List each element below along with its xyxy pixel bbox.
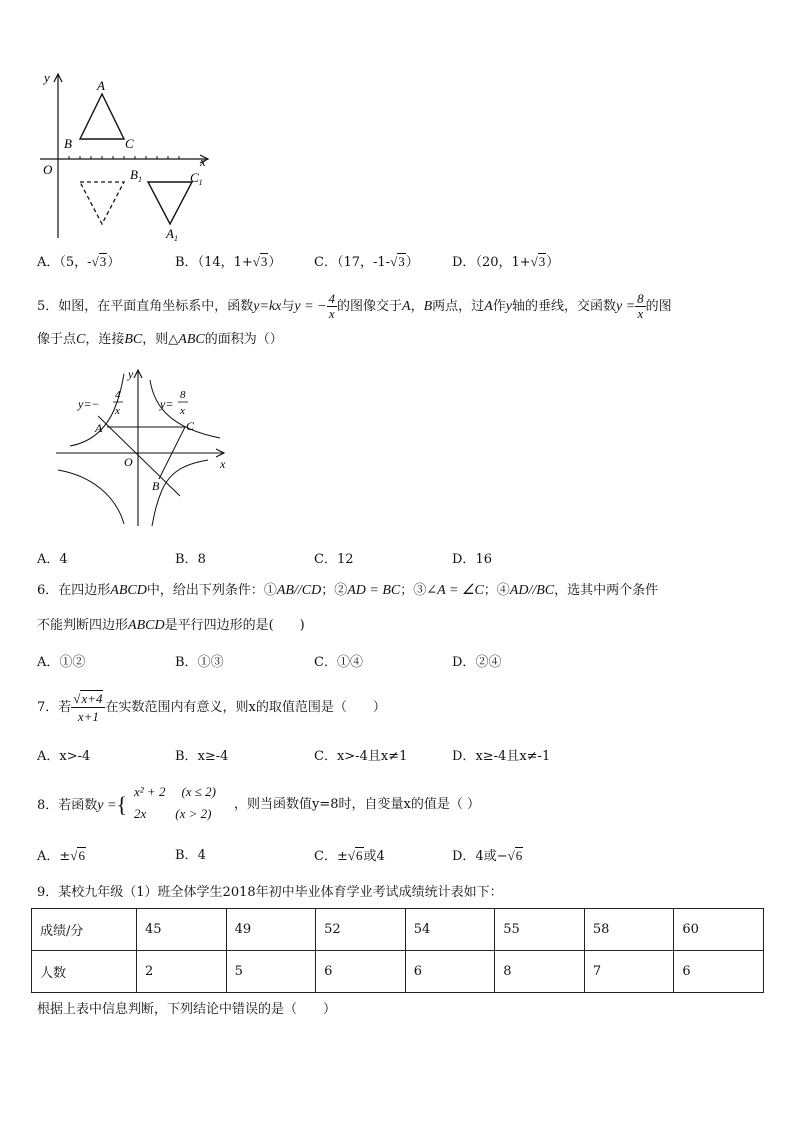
- table-cell: 45: [137, 909, 227, 951]
- table-cell: 8: [495, 951, 585, 993]
- q4-label-c: C: [125, 136, 134, 151]
- q6-stem-line1: 6．在四边形ABCD中，给出下列条件：①AB//CD；②AD = BC；③∠A = ∠C；④AD//BC，选其中两个条件: [37, 583, 659, 598]
- q5-option-d[interactable]: D．16: [452, 552, 492, 567]
- table-cell: 成绩/分: [32, 909, 137, 951]
- table-row: [32, 909, 764, 951]
- table-cell: 55: [495, 909, 585, 951]
- q7-option-d[interactable]: D．x≥-4且x≠-1: [452, 749, 551, 764]
- q4-option-d[interactable]: D．（20，1+√3）: [452, 254, 560, 270]
- q5-label-left-fn: y=−: [78, 397, 100, 411]
- q5-stem-line1: 5．如图，在平面直角坐标系中，函数y=kx与y = − $\frac{4}{x}$ 的图像交于A，B两点，过A作y轴的垂线，交函数y = $\frac{8}{x}$ 的图: [37, 291, 672, 321]
- q5-stem-line2: 像于点C，连接BC，则△ABC的面积为（）: [37, 332, 283, 347]
- table-cell: 60: [674, 909, 764, 951]
- q5-figure: [52, 366, 242, 528]
- q5-option-c[interactable]: C．12: [314, 552, 354, 567]
- table-cell: 52: [316, 909, 406, 951]
- q8-option-b[interactable]: B．4: [175, 848, 206, 863]
- q4-label-b: B: [64, 136, 72, 151]
- table-cell: 2: [137, 951, 227, 993]
- q9-after-text: 根据上表中信息判断，下列结论中错误的是（ ）: [37, 1002, 337, 1017]
- q5-label-left-den: x: [115, 405, 120, 417]
- table-cell: 6: [316, 951, 406, 993]
- table-cell: 58: [584, 909, 674, 951]
- q4-option-b[interactable]: B．（14，1+√3）: [175, 254, 282, 270]
- table-cell: 6: [405, 951, 495, 993]
- q4-label-o: O: [43, 162, 53, 177]
- q5-label-right-fn: y=: [160, 397, 174, 411]
- q4-label-a1: $A_1$: [166, 226, 178, 243]
- q8-case-2: 2x (x > 2): [134, 806, 212, 821]
- q4-label-a: A: [97, 78, 105, 93]
- q7-option-c[interactable]: C．x>-4且x≠1: [314, 749, 408, 764]
- q5-label-c: C: [186, 419, 195, 433]
- q5-label-left-num: 4: [115, 389, 121, 401]
- table-cell: 7: [584, 951, 674, 993]
- q5-label-a: A: [95, 421, 103, 435]
- q8-option-a[interactable]: A．±√6: [37, 848, 85, 864]
- q7-option-a[interactable]: A．x>-4: [37, 749, 91, 764]
- q6-stem-line2: 不能判断四边形ABCD是平行四边形的是( ): [37, 618, 305, 633]
- q7-option-b[interactable]: B．x≥-4: [175, 749, 229, 764]
- q4-label-x: x: [200, 154, 206, 169]
- q5-label-y: y: [128, 367, 134, 381]
- table-cell: 人数: [32, 951, 137, 993]
- table-cell: 49: [226, 909, 316, 951]
- q6-option-d[interactable]: D．②④: [452, 655, 502, 670]
- q4-label-c1: $C_1$: [190, 170, 203, 187]
- q5-label-b: B: [152, 479, 160, 493]
- q4-figure: [30, 66, 220, 246]
- q5-label-right-num: 8: [180, 389, 186, 401]
- q9-stem: 9．某校九年级（1）班全体学生2018年初中毕业体育学业考试成绩统计表如下：: [37, 885, 503, 900]
- q8-case-1: x² + 2 (x ≤ 2): [134, 784, 217, 799]
- table-row: [32, 951, 764, 993]
- q8-option-c[interactable]: C．±√6或4: [314, 848, 385, 864]
- q5-label-x: x: [220, 457, 226, 471]
- q5-option-a[interactable]: A．4: [37, 552, 68, 567]
- q9-score-table: [31, 908, 764, 993]
- q8-stem-prefix: 8．若函数y ={: [37, 792, 128, 817]
- q4-label-b1: $B_1$: [130, 167, 142, 184]
- q5-option-b[interactable]: B．8: [175, 552, 206, 567]
- table-cell: 6: [674, 951, 764, 993]
- q7-stem: 7．若 $\frac{√x+4}{x+1}$ 在实数范围内有意义，则x的取值范围是（ ）: [37, 691, 386, 724]
- q5-label-o: O: [124, 455, 133, 469]
- table-cell: 54: [405, 909, 495, 951]
- q4-option-a[interactable]: A．（5，-√3）: [37, 254, 121, 270]
- q5-label-right-den: x: [180, 405, 185, 417]
- q4-option-c[interactable]: C．（17，-1-√3）: [314, 254, 419, 270]
- q6-option-b[interactable]: B．①③: [175, 655, 224, 670]
- q6-option-c[interactable]: C．①④: [314, 655, 363, 670]
- q4-label-y: y: [44, 70, 50, 85]
- q8-stem-suffix: ，则当函数值y=8时，自变量x的值是（ ）: [234, 797, 480, 812]
- q6-option-a[interactable]: A．①②: [37, 655, 86, 670]
- table-cell: 5: [226, 951, 316, 993]
- q8-option-d[interactable]: D．4或−√6: [452, 848, 523, 864]
